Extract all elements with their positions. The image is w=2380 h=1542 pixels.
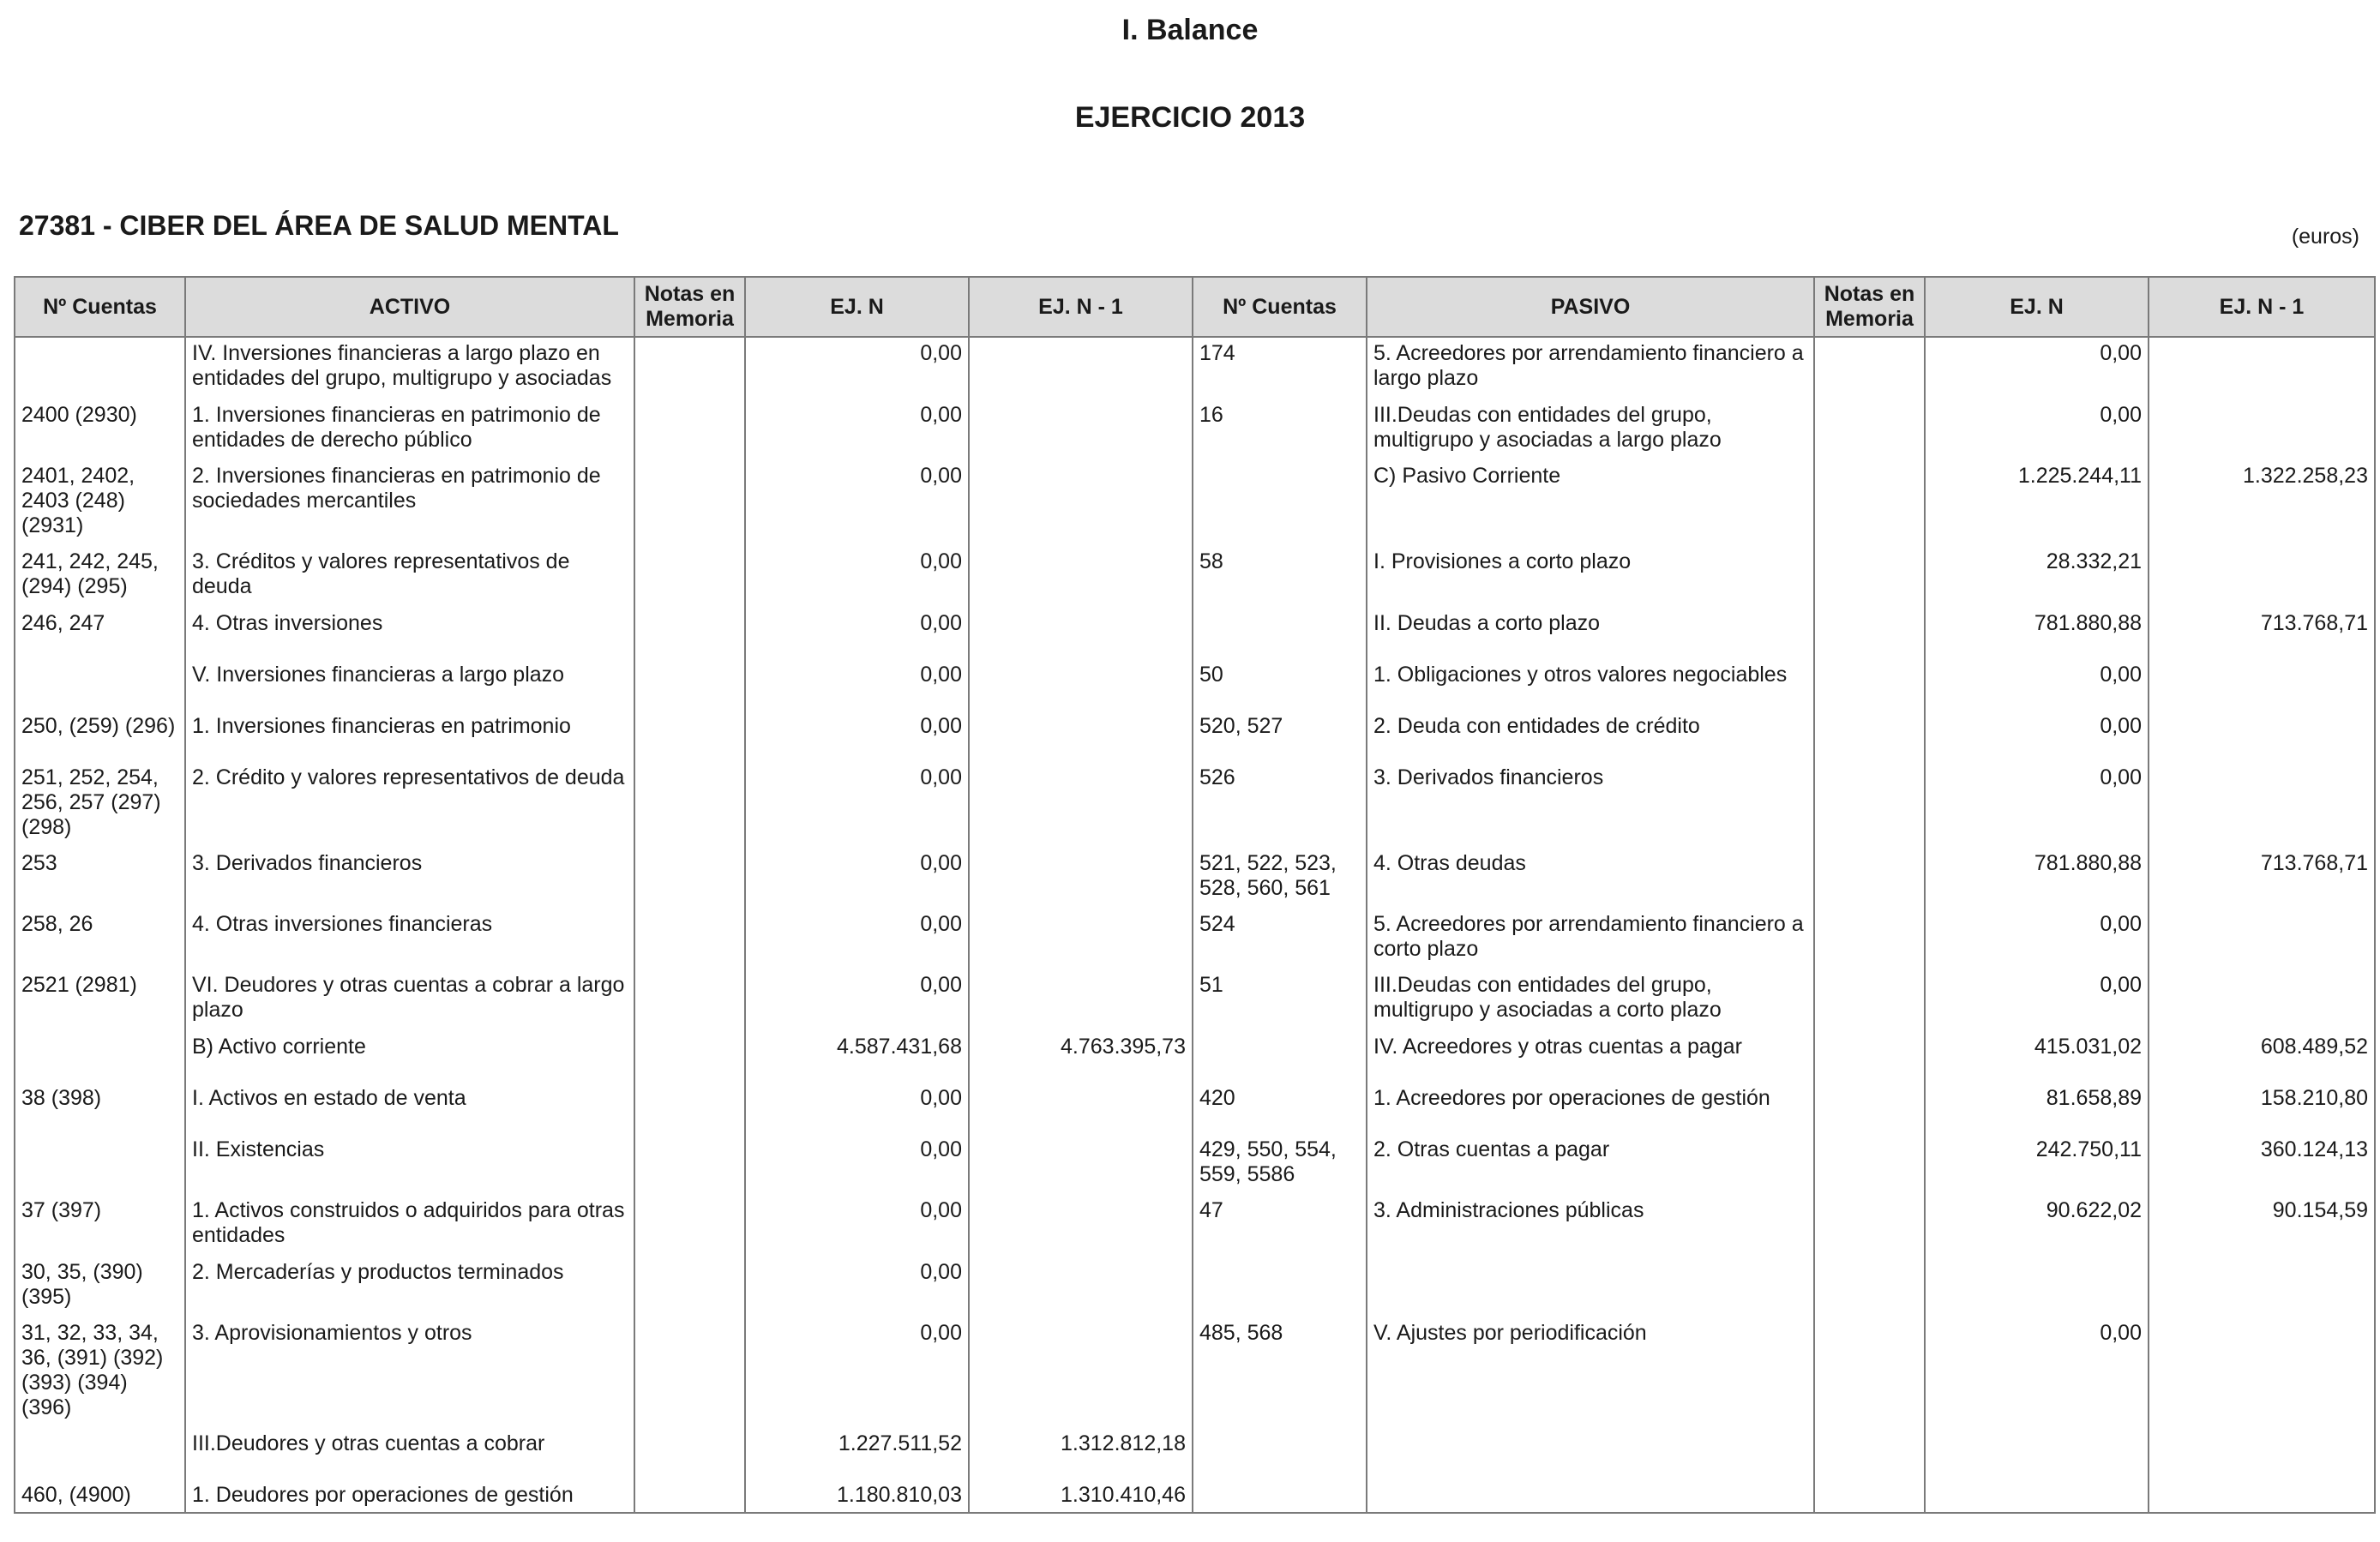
- pasivo-description-cell: 2. Deuda con entidades de crédito: [1367, 711, 1814, 762]
- pasivo-accounts-cell: [1193, 608, 1367, 659]
- table-row: [15, 762, 2375, 848]
- pasivo-current-year-cell: 0,00: [1925, 399, 2149, 460]
- activo-prior-year-cell: [969, 1317, 1193, 1428]
- pasivo-notes-cell: [1814, 460, 1925, 546]
- table-row: [15, 337, 2375, 399]
- pasivo-prior-year-cell: [2149, 659, 2375, 711]
- activo-notes-cell: [634, 762, 745, 848]
- activo-description-cell: 1. Deudores por operaciones de gestión: [185, 1479, 634, 1513]
- activo-prior-year-cell: [969, 460, 1193, 546]
- pasivo-prior-year-cell: [2149, 909, 2375, 969]
- activo-current-year-cell: 4.587.431,68: [745, 1031, 969, 1083]
- pasivo-current-year-cell: 28.332,21: [1925, 546, 2149, 608]
- pasivo-prior-year-cell: [2149, 1428, 2375, 1479]
- activo-accounts-cell: 38 (398): [15, 1083, 185, 1134]
- activo-accounts-cell: 37 (397): [15, 1195, 185, 1257]
- activo-notes-cell: [634, 546, 745, 608]
- page-title: I. Balance: [1121, 14, 1259, 46]
- activo-current-year-cell: 0,00: [745, 1317, 969, 1428]
- activo-description-cell: B) Activo corriente: [185, 1031, 634, 1083]
- activo-prior-year-cell: [969, 909, 1193, 969]
- table-row: [15, 1195, 2375, 1257]
- activo-description-cell: III.Deudores y otras cuentas a cobrar: [185, 1428, 634, 1479]
- activo-prior-year-cell: [969, 848, 1193, 909]
- pasivo-accounts-cell: [1193, 1031, 1367, 1083]
- activo-current-year-cell: 1.227.511,52: [745, 1428, 969, 1479]
- activo-current-year-cell: 0,00: [745, 1083, 969, 1134]
- activo-description-cell: 1. Inversiones financieras en patrimonio de entidades de derecho público: [185, 399, 634, 460]
- pasivo-prior-year-cell: 713.768,71: [2149, 848, 2375, 909]
- pasivo-accounts-cell: [1193, 460, 1367, 546]
- pasivo-description-cell: 1. Obligaciones y otros valores negociables: [1367, 659, 1814, 711]
- header-activo-current-year: EJ. N: [745, 277, 969, 337]
- pasivo-prior-year-cell: 360.124,13: [2149, 1134, 2375, 1195]
- pasivo-notes-cell: [1814, 848, 1925, 909]
- table-row: [15, 848, 2375, 909]
- pasivo-notes-cell: [1814, 909, 1925, 969]
- pasivo-accounts-cell: 58: [1193, 546, 1367, 608]
- pasivo-prior-year-cell: [2149, 1317, 2375, 1428]
- activo-prior-year-cell: [969, 1257, 1193, 1317]
- pasivo-notes-cell: [1814, 1257, 1925, 1317]
- pasivo-description-cell: 5. Acreedores por arrendamiento financiero a largo plazo: [1367, 337, 1814, 399]
- activo-description-cell: II. Existencias: [185, 1134, 634, 1195]
- activo-notes-cell: [634, 608, 745, 659]
- activo-notes-cell: [634, 1257, 745, 1317]
- activo-prior-year-cell: [969, 1134, 1193, 1195]
- activo-notes-cell: [634, 460, 745, 546]
- header-pasivo-current-year: EJ. N: [1925, 277, 2149, 337]
- activo-accounts-cell: [15, 1134, 185, 1195]
- pasivo-accounts-cell: [1193, 1428, 1367, 1479]
- pasivo-description-cell: V. Ajustes por periodificación: [1367, 1317, 1814, 1428]
- activo-current-year-cell: 0,00: [745, 546, 969, 608]
- pasivo-current-year-cell: 0,00: [1925, 659, 2149, 711]
- activo-current-year-cell: 0,00: [745, 711, 969, 762]
- pasivo-prior-year-cell: 1.322.258,23: [2149, 460, 2375, 546]
- table-row: [15, 608, 2375, 659]
- pasivo-notes-cell: [1814, 1083, 1925, 1134]
- activo-accounts-cell: [15, 659, 185, 711]
- activo-prior-year-cell: [969, 399, 1193, 460]
- pasivo-description-cell: [1367, 1428, 1814, 1479]
- activo-description-cell: V. Inversiones financieras a largo plazo: [185, 659, 634, 711]
- activo-accounts-cell: 2400 (2930): [15, 399, 185, 460]
- activo-prior-year-cell: [969, 337, 1193, 399]
- pasivo-description-cell: 1. Acreedores por operaciones de gestión: [1367, 1083, 1814, 1134]
- activo-notes-cell: [634, 659, 745, 711]
- activo-current-year-cell: 0,00: [745, 659, 969, 711]
- activo-accounts-cell: [15, 1031, 185, 1083]
- activo-prior-year-cell: 4.763.395,73: [969, 1031, 1193, 1083]
- activo-notes-cell: [634, 1428, 745, 1479]
- pasivo-prior-year-cell: [2149, 1257, 2375, 1317]
- pasivo-current-year-cell: 0,00: [1925, 711, 2149, 762]
- table-row: [15, 1134, 2375, 1195]
- header-pasivo: PASIVO: [1367, 277, 1814, 337]
- header-pasivo-notes: Notas en Memoria: [1814, 277, 1925, 337]
- activo-prior-year-cell: [969, 608, 1193, 659]
- activo-current-year-cell: 0,00: [745, 608, 969, 659]
- pasivo-prior-year-cell: [2149, 1479, 2375, 1513]
- activo-description-cell: 3. Aprovisionamientos y otros: [185, 1317, 634, 1428]
- pasivo-notes-cell: [1814, 608, 1925, 659]
- pasivo-description-cell: 3. Derivados financieros: [1367, 762, 1814, 848]
- pasivo-current-year-cell: 0,00: [1925, 1317, 2149, 1428]
- activo-notes-cell: [634, 337, 745, 399]
- pasivo-current-year-cell: 0,00: [1925, 762, 2149, 848]
- pasivo-accounts-cell: 51: [1193, 969, 1367, 1031]
- activo-accounts-cell: 246, 247: [15, 608, 185, 659]
- activo-notes-cell: [634, 848, 745, 909]
- activo-description-cell: 4. Otras inversiones: [185, 608, 634, 659]
- pasivo-notes-cell: [1814, 337, 1925, 399]
- table-row: [15, 1317, 2375, 1428]
- pasivo-prior-year-cell: 90.154,59: [2149, 1195, 2375, 1257]
- activo-accounts-cell: 460, (4900): [15, 1479, 185, 1513]
- header-activo-accounts: Nº Cuentas: [15, 277, 185, 337]
- activo-accounts-cell: 31, 32, 33, 34, 36, (391) (392) (393) (394) (396): [15, 1317, 185, 1428]
- balance-table-body: [15, 337, 2375, 1513]
- activo-notes-cell: [634, 909, 745, 969]
- activo-prior-year-cell: [969, 969, 1193, 1031]
- pasivo-accounts-cell: 526: [1193, 762, 1367, 848]
- activo-current-year-cell: 0,00: [745, 1257, 969, 1317]
- pasivo-prior-year-cell: 158.210,80: [2149, 1083, 2375, 1134]
- activo-description-cell: 3. Créditos y valores representativos de deuda: [185, 546, 634, 608]
- pasivo-accounts-cell: 47: [1193, 1195, 1367, 1257]
- pasivo-prior-year-cell: [2149, 969, 2375, 1031]
- activo-notes-cell: [634, 1195, 745, 1257]
- activo-description-cell: VI. Deudores y otras cuentas a cobrar a largo plazo: [185, 969, 634, 1031]
- activo-description-cell: 1. Inversiones financieras en patrimonio: [185, 711, 634, 762]
- activo-prior-year-cell: [969, 762, 1193, 848]
- pasivo-current-year-cell: [1925, 1257, 2149, 1317]
- pasivo-current-year-cell: 0,00: [1925, 337, 2149, 399]
- pasivo-notes-cell: [1814, 1031, 1925, 1083]
- activo-description-cell: 2. Crédito y valores representativos de deuda: [185, 762, 634, 848]
- pasivo-notes-cell: [1814, 659, 1925, 711]
- pasivo-description-cell: II. Deudas a corto plazo: [1367, 608, 1814, 659]
- header-activo-notes: Notas en Memoria: [634, 277, 745, 337]
- pasivo-description-cell: [1367, 1257, 1814, 1317]
- pasivo-description-cell: I. Provisiones a corto plazo: [1367, 546, 1814, 608]
- pasivo-prior-year-cell: [2149, 337, 2375, 399]
- activo-accounts-cell: 30, 35, (390) (395): [15, 1257, 185, 1317]
- balance-table-header: [15, 277, 2375, 337]
- activo-description-cell: I. Activos en estado de venta: [185, 1083, 634, 1134]
- table-row: [15, 460, 2375, 546]
- pasivo-accounts-cell: 420: [1193, 1083, 1367, 1134]
- activo-description-cell: 4. Otras inversiones financieras: [185, 909, 634, 969]
- activo-notes-cell: [634, 711, 745, 762]
- pasivo-accounts-cell: 429, 550, 554, 559, 5586: [1193, 1134, 1367, 1195]
- pasivo-accounts-cell: 16: [1193, 399, 1367, 460]
- entity-title: 27381 - CIBER DEL ÁREA DE SALUD MENTAL: [19, 210, 619, 241]
- pasivo-accounts-cell: 520, 527: [1193, 711, 1367, 762]
- activo-notes-cell: [634, 399, 745, 460]
- activo-description-cell: IV. Inversiones financieras a largo plazo en entidades del grupo, multigrupo y asociadas: [185, 337, 634, 399]
- table-row: [15, 1031, 2375, 1083]
- pasivo-current-year-cell: [1925, 1479, 2149, 1513]
- activo-prior-year-cell: 1.310.410,46: [969, 1479, 1193, 1513]
- activo-current-year-cell: 0,00: [745, 848, 969, 909]
- pasivo-notes-cell: [1814, 1134, 1925, 1195]
- activo-prior-year-cell: [969, 711, 1193, 762]
- pasivo-notes-cell: [1814, 969, 1925, 1031]
- pasivo-current-year-cell: 781.880,88: [1925, 848, 2149, 909]
- pasivo-accounts-cell: 50: [1193, 659, 1367, 711]
- pasivo-accounts-cell: 524: [1193, 909, 1367, 969]
- pasivo-notes-cell: [1814, 1479, 1925, 1513]
- activo-current-year-cell: 0,00: [745, 460, 969, 546]
- pasivo-prior-year-cell: [2149, 399, 2375, 460]
- activo-notes-cell: [634, 1031, 745, 1083]
- pasivo-current-year-cell: [1925, 1428, 2149, 1479]
- activo-current-year-cell: 0,00: [745, 1134, 969, 1195]
- pasivo-notes-cell: [1814, 1428, 1925, 1479]
- activo-current-year-cell: 0,00: [745, 1195, 969, 1257]
- pasivo-current-year-cell: 415.031,02: [1925, 1031, 2149, 1083]
- activo-notes-cell: [634, 969, 745, 1031]
- table-row: [15, 1479, 2375, 1513]
- pasivo-notes-cell: [1814, 711, 1925, 762]
- activo-current-year-cell: 0,00: [745, 337, 969, 399]
- activo-accounts-cell: [15, 1428, 185, 1479]
- table-row: [15, 546, 2375, 608]
- pasivo-description-cell: III.Deudas con entidades del grupo, multigrupo y asociadas a largo plazo: [1367, 399, 1814, 460]
- pasivo-accounts-cell: 174: [1193, 337, 1367, 399]
- pasivo-current-year-cell: 781.880,88: [1925, 608, 2149, 659]
- activo-accounts-cell: 258, 26: [15, 909, 185, 969]
- activo-current-year-cell: 0,00: [745, 969, 969, 1031]
- table-row: [15, 1428, 2375, 1479]
- pasivo-current-year-cell: 0,00: [1925, 969, 2149, 1031]
- pasivo-prior-year-cell: [2149, 546, 2375, 608]
- pasivo-accounts-cell: 521, 522, 523, 528, 560, 561: [1193, 848, 1367, 909]
- activo-description-cell: 1. Activos construidos o adquiridos para otras entidades: [185, 1195, 634, 1257]
- pasivo-description-cell: III.Deudas con entidades del grupo, multigrupo y asociadas a corto plazo: [1367, 969, 1814, 1031]
- pasivo-accounts-cell: [1193, 1257, 1367, 1317]
- pasivo-description-cell: IV. Acreedores y otras cuentas a pagar: [1367, 1031, 1814, 1083]
- activo-accounts-cell: 251, 252, 254, 256, 257 (297) (298): [15, 762, 185, 848]
- pasivo-notes-cell: [1814, 399, 1925, 460]
- fiscal-year-title: EJERCICIO 2013: [1074, 101, 1306, 134]
- pasivo-prior-year-cell: 713.768,71: [2149, 608, 2375, 659]
- pasivo-description-cell: 4. Otras deudas: [1367, 848, 1814, 909]
- activo-prior-year-cell: [969, 659, 1193, 711]
- pasivo-prior-year-cell: 608.489,52: [2149, 1031, 2375, 1083]
- pasivo-description-cell: C) Pasivo Corriente: [1367, 460, 1814, 546]
- table-row: [15, 909, 2375, 969]
- pasivo-prior-year-cell: [2149, 762, 2375, 848]
- pasivo-accounts-cell: 485, 568: [1193, 1317, 1367, 1428]
- pasivo-prior-year-cell: [2149, 711, 2375, 762]
- pasivo-notes-cell: [1814, 546, 1925, 608]
- header-activo: ACTIVO: [185, 277, 634, 337]
- table-row: [15, 1257, 2375, 1317]
- activo-notes-cell: [634, 1317, 745, 1428]
- table-row: [15, 969, 2375, 1031]
- activo-prior-year-cell: [969, 1083, 1193, 1134]
- activo-current-year-cell: 0,00: [745, 762, 969, 848]
- activo-prior-year-cell: 1.312.812,18: [969, 1428, 1193, 1479]
- pasivo-description-cell: 3. Administraciones públicas: [1367, 1195, 1814, 1257]
- activo-prior-year-cell: [969, 1195, 1193, 1257]
- table-row: [15, 1083, 2375, 1134]
- activo-description-cell: 3. Derivados financieros: [185, 848, 634, 909]
- pasivo-description-cell: 5. Acreedores por arrendamiento financiero a corto plazo: [1367, 909, 1814, 969]
- pasivo-current-year-cell: 242.750,11: [1925, 1134, 2149, 1195]
- pasivo-notes-cell: [1814, 1195, 1925, 1257]
- pasivo-current-year-cell: 90.622,02: [1925, 1195, 2149, 1257]
- table-row: [15, 711, 2375, 762]
- header-pasivo-prior-year: EJ. N - 1: [2149, 277, 2375, 337]
- activo-accounts-cell: 241, 242, 245, (294) (295): [15, 546, 185, 608]
- activo-accounts-cell: 253: [15, 848, 185, 909]
- activo-current-year-cell: 0,00: [745, 909, 969, 969]
- balance-table: [14, 276, 2376, 1514]
- pasivo-description-cell: 2. Otras cuentas a pagar: [1367, 1134, 1814, 1195]
- activo-accounts-cell: [15, 337, 185, 399]
- activo-notes-cell: [634, 1083, 745, 1134]
- pasivo-accounts-cell: [1193, 1479, 1367, 1513]
- pasivo-current-year-cell: 81.658,89: [1925, 1083, 2149, 1134]
- activo-current-year-cell: 0,00: [745, 399, 969, 460]
- activo-description-cell: 2. Inversiones financieras en patrimonio de sociedades mercantiles: [185, 460, 634, 546]
- pasivo-notes-cell: [1814, 1317, 1925, 1428]
- activo-notes-cell: [634, 1479, 745, 1513]
- activo-description-cell: 2. Mercaderías y productos terminados: [185, 1257, 634, 1317]
- table-row: [15, 659, 2375, 711]
- activo-notes-cell: [634, 1134, 745, 1195]
- pasivo-notes-cell: [1814, 762, 1925, 848]
- currency-unit-label: (euros): [2291, 225, 2359, 249]
- header-activo-prior-year: EJ. N - 1: [969, 277, 1193, 337]
- activo-current-year-cell: 1.180.810,03: [745, 1479, 969, 1513]
- activo-accounts-cell: 2521 (2981): [15, 969, 185, 1031]
- header-pasivo-accounts: Nº Cuentas: [1193, 277, 1367, 337]
- activo-accounts-cell: 250, (259) (296): [15, 711, 185, 762]
- pasivo-current-year-cell: 1.225.244,11: [1925, 460, 2149, 546]
- activo-prior-year-cell: [969, 546, 1193, 608]
- activo-accounts-cell: 2401, 2402, 2403 (248) (2931): [15, 460, 185, 546]
- pasivo-description-cell: [1367, 1479, 1814, 1513]
- table-row: [15, 399, 2375, 460]
- pasivo-current-year-cell: 0,00: [1925, 909, 2149, 969]
